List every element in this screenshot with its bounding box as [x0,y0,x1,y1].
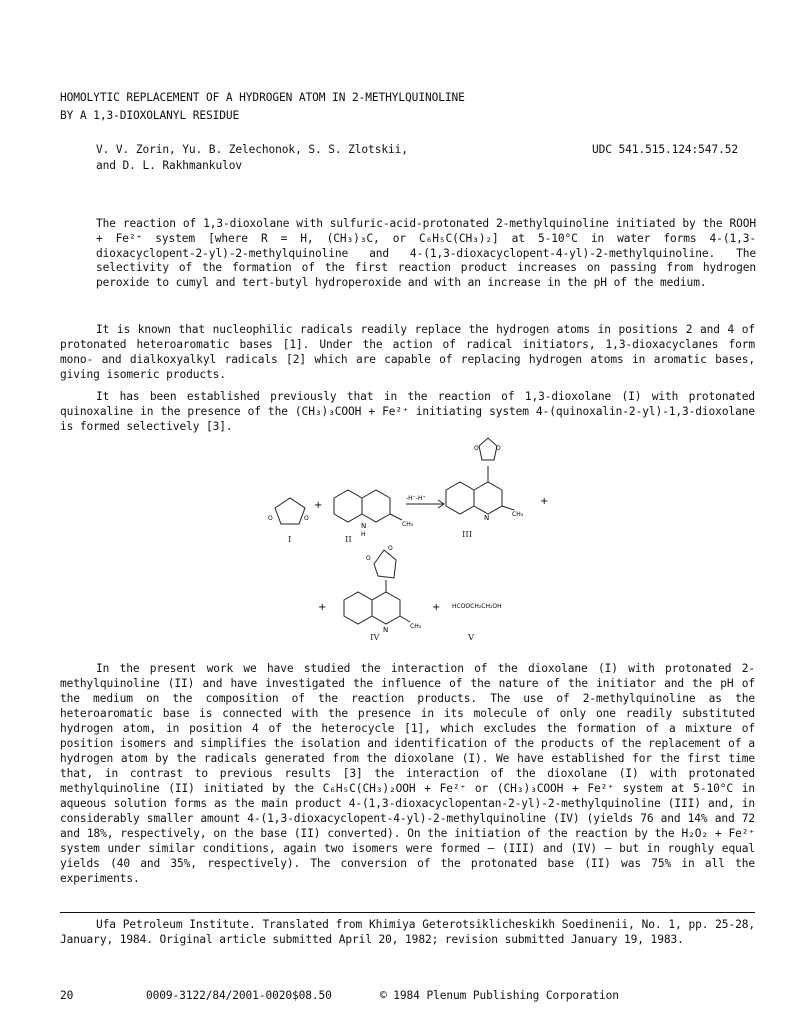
footnote: Ufa Petroleum Institute. Translated from Khimiya Geterotsiklicheskikh Soedinenii, No. 1, pp. 25-28, January, 1984. Original article submitted April 20, 1982; revision submitted January 19, 1983. [60,918,755,946]
copyright: © 1984 Plenum Publishing Corporation [380,989,619,1002]
page-number: 20 [60,989,74,1002]
product-IV [344,550,410,624]
paragraph-2: It has been established previously that in the reaction of 1,3-dioxolane (I) with protonated quinoxaline in the presence of the (CH₃)₃COOH + Fe²⁺ initiating system 4-(quinoxalin-2-yl)-1,3-dioxolane is formed selectively [3]. [60,390,755,433]
ch3-label-IV: CH₃ [410,623,422,630]
plus-sign-2: + [540,496,549,507]
plus-sign-4: + [432,602,441,613]
title-line-2: BY A 1,3-DIOXOLANYL RESIDUE [60,109,240,122]
oxygen-label-IV-b: O [388,545,393,552]
reaction-scheme [0,420,796,640]
oxygen-label-III-a: O [474,445,479,452]
abstract: The reaction of 1,3-dioxolane with sulfuric-acid-protonated 2-methylquinoline initiated by the ROOH + Fe²⁺ system [where R = H, (CH₃)₃C, or C₆H₅C(CH₃)₂] at 5-10°C in water forms 4-(1,3-dioxacyclopent-2-yl)-2-methylquinoline and 4-(1,3-dioxacyclopent-4-yl)-2-methylquinoline. The selectivity of the formation of the first reaction product increases on passing from hydrogen peroxide to cumyl and tert-butyl hydroperoxide and with an increase in the pH of the medium. [96,217,756,290]
hydrogen-label-II: H [361,531,366,538]
article-code: 0009-3122/84/2001-0020$08.50 [146,989,332,1002]
oxygen-label-IV-a: O [366,555,371,562]
label-V: V [468,633,475,643]
product-v-formula: HCOOCH₂CH₂OH [452,603,502,610]
product-III [446,438,514,514]
oxygen-label-I: O [268,515,273,522]
nitrogen-label-II: N [361,522,367,530]
authors-line-1: V. V. Zorin, Yu. B. Zelechonok, S. S. Zlotskii, [96,143,408,156]
arrow-label: -H⁻-H⁺ [406,495,426,502]
title-line-1: HOMOLYTIC REPLACEMENT OF A HYDROGEN ATOM IN 2-METHYLQUINOLINE [60,91,465,104]
label-III: III [462,530,473,540]
quinoline-II [334,490,402,522]
nitrogen-label-IV: N [383,626,389,634]
paragraph-3: In the present work we have studied the interaction of the dioxolane (I) with protonated 2-methylquinoline (II) and have investigated the influence of the nature of the initiator and the pH of the medium on the composition of the reaction products. The use of 2-methylquinoline as the heteroaromatic base is connected with the presence in its molecule of only one readily substituted hydrogen atom, in position 4 of the heterocycle [1], which excludes the formation of a mixture of position isomers and simplifies the isolation and identification of the products of the replacement of a hydrogen atom by the radicals generated from the dioxolane (I). We have established for the first time that, in contrast to previous results [3] the interaction of the dioxolane (I) with protonated methylquinoline (II) initiated by the C₆H₅C(CH₃)₂OOH + Fe²⁺ or (CH₃)₃COOH + Fe²⁺ system at 5-10°C in aqueous solution forms as the main product 4-(1,3-dioxacyclopentan-2-yl)-2-methylquinoline (III) and, in considerably smaller amount 4-(1,3-dioxacyclopent-4-yl)-2-methylquinoline (IV) (yields 76 and 14% and 72 and 18%, respectively, on the base (II) converted). On the initiation of the reaction by the H₂O₂ + Fe²⁺ system under similar conditions, again two isomers were formed — (III) and (IV) — but in roughly equal yields (40 and 35%, respectively). The conversion of the protonated base (II) was 75% in all the experiments. [60,662,755,885]
dioxolane-ring-I [275,498,305,524]
plus-sign-1: + [314,500,323,511]
label-IV: IV [370,633,380,643]
label-I: I [288,535,292,545]
udc-code: UDC 541.515.124:547.52 [592,143,738,156]
authors-line-2: and D. L. Rakhmankulov [96,159,242,172]
nitrogen-label-III: N [484,514,490,522]
footnote-rule [60,912,755,913]
plus-sign-3: + [318,602,327,613]
oxygen-label-III-b: O [496,445,501,452]
label-II: II [345,535,352,545]
oxygen-label-I2: O [304,515,309,522]
paragraph-1: It is known that nucleophilic radicals readily replace the hydrogen atoms in positions 2 and 4 of protonated heteroaromatic bases [1]. Under the action of radical initiators, 1,3-dioxacyclanes form mono- and dialkoxyalkyl radicals [2] which are capable of replacing hydrogen atoms in aromatic bases, giving isomeric products. [60,323,755,381]
ch3-label-II: CH₃ [402,521,414,528]
ch3-label-III: CH₃ [512,511,524,518]
